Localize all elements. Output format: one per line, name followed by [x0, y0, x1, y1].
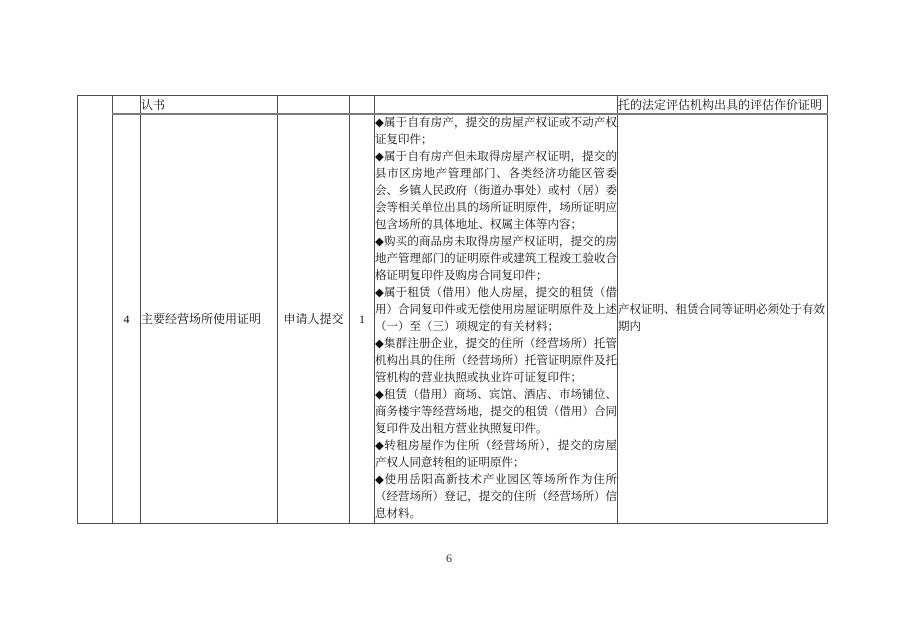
copies-cell-empty: [350, 96, 375, 115]
material-name-tail-cell: 认书: [141, 96, 278, 115]
material-name-cell: 主要经营场所使用证明: [141, 114, 278, 524]
requirements-cell: [375, 114, 618, 524]
table-row-continuation: [78, 96, 828, 115]
remark-tail-cell: 托的法定评估机构出具的评估作价证明: [618, 96, 828, 115]
requirement-item: ◆集群注册企业，提交的住所（经营场所）托管机构出具的住所（经营场所）托管证明原件及托管机构的营业执照或执业许可证复印件；: [375, 338, 617, 384]
table-row-material-4: [78, 114, 828, 524]
source-cell-empty: [278, 96, 350, 115]
requirement-item: ◆使用岳阳高新技术产业园区等场所作为住所（经营场所）登记，提交的住所（经营场所）信息材料。: [375, 474, 617, 520]
remark-cell: [618, 114, 828, 524]
seq-cell: 4: [113, 114, 141, 524]
remark-text: 产权证明、租赁合同等证明必须处于有效期内: [618, 304, 825, 333]
requirement-item: ◆属于租赁（借用）他人房屋，提交的租赁（借用）合同复印件或无偿使用房屋证明原件及上述（一）至（三）项规定的有关材料；: [375, 287, 617, 333]
copies-cell: 1: [350, 114, 375, 524]
requirement-item: ◆转租房屋作为住所（经营场所），提交的房屋产权人同意转租的证明原件；: [375, 440, 617, 469]
seq-cell-empty: [113, 96, 141, 115]
category-merged-cell: [78, 96, 113, 524]
requirement-item: ◆购买的商品房未取得房屋产权证明，提交的房地产管理部门的证明原件或建筑工程竣工验收合格证明复印件及购房合同复印件；: [375, 236, 617, 282]
requirement-item: ◆属于自有房产，提交的房屋产权证或不动产权证复印件；: [375, 117, 617, 146]
source-cell: 申请人提交: [278, 114, 350, 524]
materials-table: [77, 95, 828, 524]
requirement-item: ◆属于自有房产但未取得房屋产权证明，提交的县市区房地产管理部门、各类经济功能区管委会、乡镇人民政府（街道办事处）或村（居）委会等相关单位出具的场所证明原件，场所证明应包含场所的具体地址、权属主体等内容；: [375, 151, 617, 231]
requirements-cell-empty: [375, 96, 618, 115]
page-number: 6: [446, 551, 452, 565]
requirement-item: ◆租赁（借用）商场、宾馆、酒店、市场铺位、商务楼宇等经营场地，提交的租赁（借用）合同复印件及出租方营业执照复印件。: [375, 389, 617, 435]
